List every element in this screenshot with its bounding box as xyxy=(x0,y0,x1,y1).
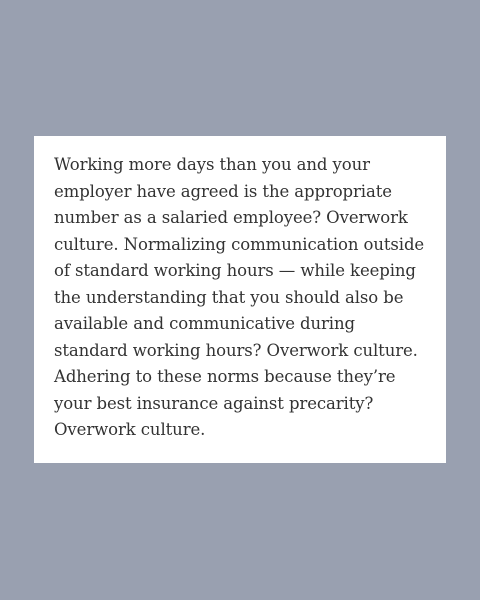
quote-card xyxy=(34,136,446,463)
quote-line-2: employer have agreed is the appropriate xyxy=(54,181,392,201)
quote-line-3: number as a salaried employee? Overwork xyxy=(54,208,408,227)
quote-line-5: of standard working hours — while keeping xyxy=(54,261,416,280)
quote-line-6: the understanding that you should also be xyxy=(54,287,404,307)
quote-line-11: Overwork culture. xyxy=(54,420,206,439)
quote-line-1: Working more days than you and your xyxy=(54,155,370,174)
quote-line-9: Adhering to these norms because they’re xyxy=(54,367,396,386)
quote-line-4: culture. Normalizing communication outside xyxy=(54,234,425,254)
quote-text xyxy=(54,152,426,444)
quote-line-7: available and communicative during xyxy=(54,314,355,333)
quote-line-8: standard working hours? Overwork culture. xyxy=(54,340,418,360)
quote-line-10: your best insurance against precarity? xyxy=(54,393,374,413)
